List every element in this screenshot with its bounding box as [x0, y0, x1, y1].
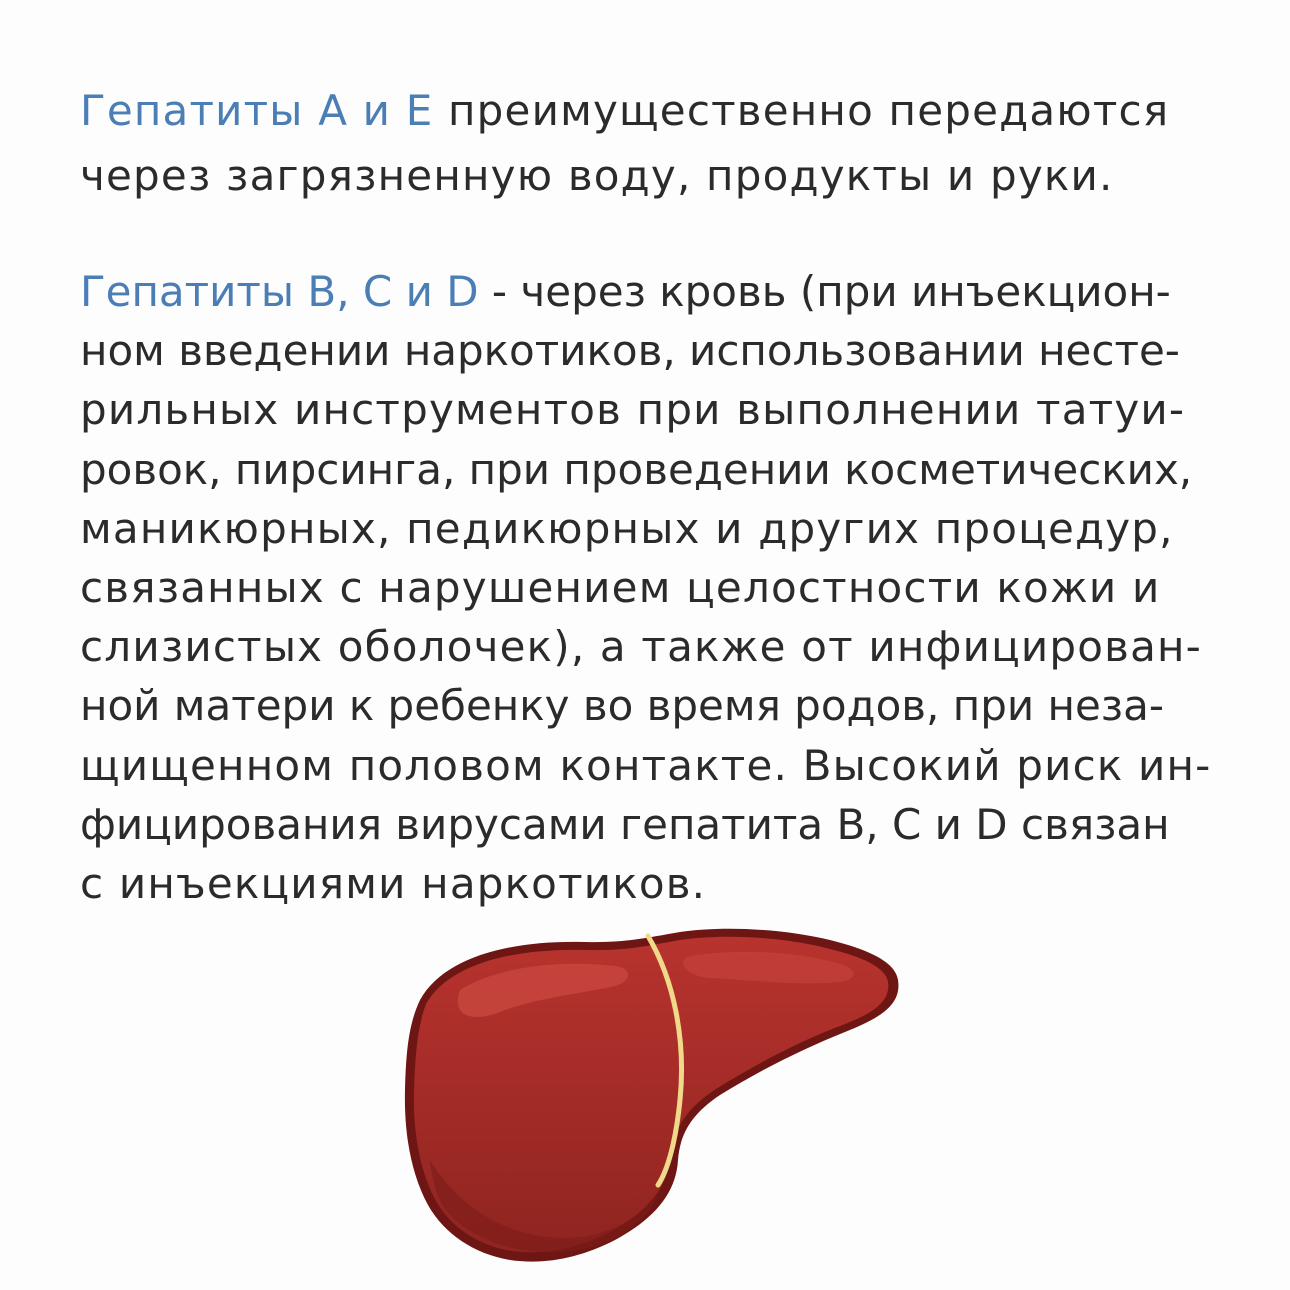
- text-line: ровок, пирсинга, при проведении косметических,: [80, 444, 1193, 494]
- text-line: Гепатиты В, С и D - через кровь (при инъекцион-: [80, 267, 1171, 316]
- text-line: фицирования вирусами гепатита В, С и D связан: [80, 799, 1170, 849]
- text-line: с инъекциями наркотиков.: [80, 859, 707, 909]
- text-line: ной матери к ребенку во время родов, при неза-: [80, 681, 1165, 731]
- text-line: рильных инструментов при выполнении татуи-: [80, 385, 1186, 435]
- hepatitis-a-e-term: Гепатиты А и Е: [80, 86, 434, 135]
- text-line: ном введении наркотиков, использовании несте-: [80, 326, 1180, 376]
- text-line: слизистых оболочек), а также от инфицирован-: [80, 622, 1203, 672]
- hepatitis-a-e-paragraph: [80, 78, 1212, 208]
- text-line: щищенном половом контакте. Высокий риск ин-: [80, 740, 1212, 790]
- text-line: Гепатиты А и Е преимущественно передаются: [80, 86, 1170, 135]
- text-line: маникюрных, педикюрных и других процедур,: [80, 503, 1174, 553]
- text-line: связанных с нарушением целостности кожи и: [80, 563, 1161, 613]
- liver-icon: [390, 920, 910, 1270]
- hepatitis-b-c-d-paragraph: [80, 262, 1212, 913]
- hepatitis-b-c-d-term: Гепатиты В, С и D: [80, 267, 479, 316]
- text-line: через загрязненную воду, продукты и руки.: [80, 151, 1114, 200]
